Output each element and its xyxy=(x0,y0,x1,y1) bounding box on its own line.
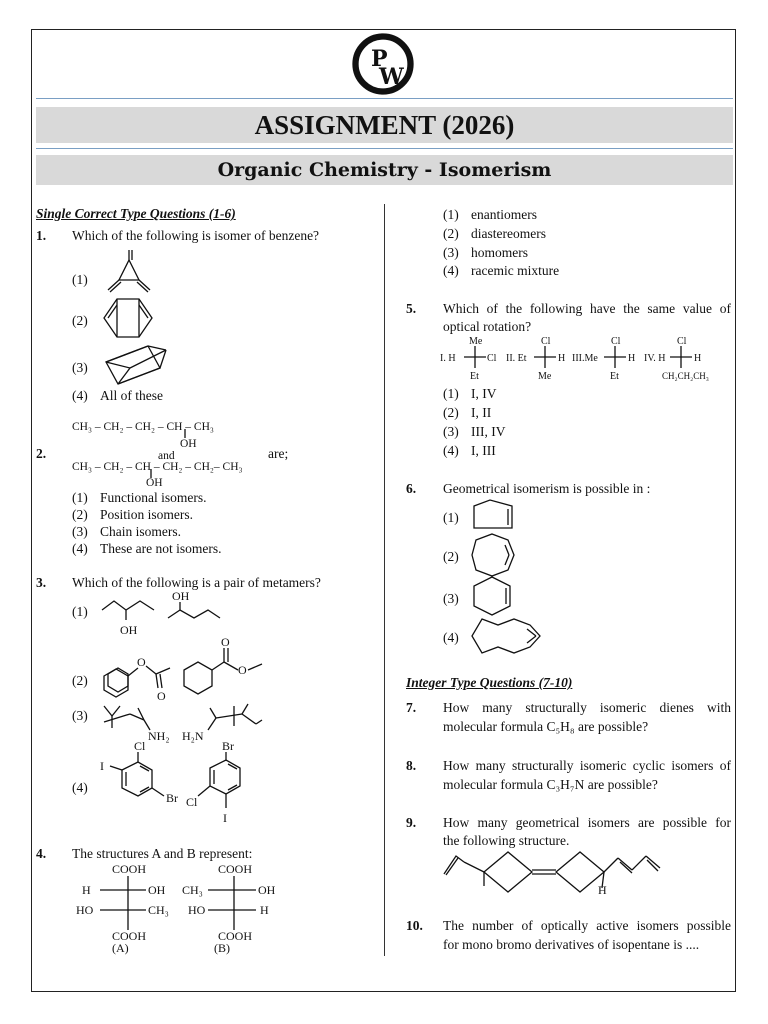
section-heading-single-correct: Single Correct Type Questions (1-6) xyxy=(36,206,236,221)
q3-o-a: O xyxy=(137,655,146,669)
q5-iv-right: H xyxy=(694,353,702,364)
q3-cl-b: Cl xyxy=(186,795,198,809)
q6-option-2-cycloheptene xyxy=(468,531,520,579)
q5-text-line1: Which of the following have the same value of xyxy=(443,301,731,316)
q1-text: Which of the following is isomer of benzene? xyxy=(72,228,320,243)
q3-option-1-structure xyxy=(100,588,230,638)
q6-option-4-cyclodecene xyxy=(468,615,548,657)
q9-number: 9. xyxy=(406,815,417,830)
q3-text: Which of the following is a pair of metamers? xyxy=(72,575,321,590)
q3-option-3-label: (3) xyxy=(72,708,88,723)
q3-o-d: O xyxy=(238,663,247,677)
q9-structure xyxy=(442,848,667,898)
q2-option-4-label: (4) xyxy=(72,541,88,556)
logo-letter-p: P xyxy=(371,46,388,72)
column-divider xyxy=(384,204,385,956)
q4-b-right1: OH xyxy=(258,883,276,897)
q5-iv-label: IV. H xyxy=(644,353,666,364)
q5-iii-label: III.Me xyxy=(572,353,598,364)
q3-option-3-structure xyxy=(100,700,265,745)
q4-a-bottom: COOH xyxy=(112,929,147,943)
q8-line2: molecular formula C₃H₇N are possible? xyxy=(443,777,658,792)
q1-number: 1. xyxy=(36,228,47,243)
q6-option-3-cyclohexene xyxy=(468,574,520,618)
q9-line2: the following structure. xyxy=(443,833,570,848)
q9-line1: How many geometrical isomers are possible for xyxy=(443,815,731,830)
q3-i-b: I xyxy=(223,811,227,825)
q10-number: 10. xyxy=(406,918,423,933)
q4-option-3-text: homomers xyxy=(471,245,528,260)
q4-b-left1: CH₃ xyxy=(182,883,203,897)
page-subtitle: Organic Chemistry - Isomerism xyxy=(36,155,733,185)
q5-ii-label: II. Et xyxy=(506,353,527,364)
q3-option-4-structure xyxy=(96,740,246,830)
q10-line2: for mono bromo derivatives of isopentane is .... xyxy=(443,937,700,952)
q7-line1: How many structurally isomeric dienes with xyxy=(443,700,731,715)
q4-option-2-text: diastereomers xyxy=(471,226,546,241)
q5-option-3-text: III, IV xyxy=(471,424,506,439)
q4-fischer-projections xyxy=(70,860,300,956)
q3-br-a: Br xyxy=(166,791,178,805)
q2-option-3-label: (3) xyxy=(72,524,88,539)
q5-option-2-label: (2) xyxy=(443,405,459,420)
q3-o-b: O xyxy=(157,689,166,703)
q5-number: 5. xyxy=(406,301,417,316)
q3-option-2-label: (2) xyxy=(72,673,88,688)
q5-option-2-text: I, II xyxy=(471,405,492,420)
q5-text-line2: optical rotation? xyxy=(443,319,532,334)
q5-ii-bottom: Me xyxy=(538,371,552,382)
header-rule xyxy=(36,148,733,149)
q5-i-bottom: Et xyxy=(470,371,479,382)
q3-option-4-label: (4) xyxy=(72,780,88,795)
q3-br-b: Br xyxy=(222,739,234,753)
q2-option-4-text: These are not isomers. xyxy=(100,541,222,556)
q4-a-right1: OH xyxy=(148,883,166,897)
q3-oh-b: OH xyxy=(172,589,190,603)
q3-option-1-label: (1) xyxy=(72,604,88,619)
q2-option-1-text: Functional isomers. xyxy=(100,490,207,505)
q5-option-4-label: (4) xyxy=(443,443,459,458)
q4-b-left2: HO xyxy=(188,903,206,917)
q4-text: The structures A and B represent: xyxy=(72,846,253,861)
q5-iii-bottom: Et xyxy=(610,371,619,382)
q1-option-4-label: (4) xyxy=(72,388,88,403)
logo-letter-w: W xyxy=(379,64,404,90)
q2-option-3-text: Chain isomers. xyxy=(100,524,181,539)
q5-option-1-text: I, IV xyxy=(471,386,497,401)
q4-a-left1: H xyxy=(82,883,91,897)
q5-iv-top: Cl xyxy=(677,336,687,347)
q5-i-right: Cl xyxy=(487,353,497,364)
q2-option-2-label: (2) xyxy=(72,507,88,522)
q4-b-top: COOH xyxy=(218,862,253,876)
q6-option-4-label: (4) xyxy=(443,630,459,645)
q5-option-4-text: I, III xyxy=(471,443,496,458)
q1-option-3-label: (3) xyxy=(72,360,88,375)
q2-and: and xyxy=(158,450,175,462)
q5-ii-right: H xyxy=(558,353,566,364)
q2-option-2-text: Position isomers. xyxy=(100,507,194,522)
q4-option-2-label: (2) xyxy=(443,226,459,241)
q2-are: are; xyxy=(268,446,289,461)
q3-h2n: H₂N xyxy=(182,729,204,743)
q5-iii-top: Cl xyxy=(611,336,621,347)
q4-option-1-label: (1) xyxy=(443,207,459,222)
q4-a-right2: CH₃ xyxy=(148,903,169,917)
q3-o-c: O xyxy=(221,635,230,649)
q3-oh-a: OH xyxy=(120,623,138,637)
q5-ii-top: Cl xyxy=(541,336,551,347)
q1-option-1-label: (1) xyxy=(72,272,88,287)
q4-number: 4. xyxy=(36,846,47,861)
q4-option-3-label: (3) xyxy=(443,245,459,260)
q1-option-1-structure xyxy=(100,248,160,298)
q5-option-1-label: (1) xyxy=(443,386,459,401)
q7-line2: molecular formula C₅H₈ are possible? xyxy=(443,719,649,734)
q10-line1: The number of optically active isomers possible xyxy=(443,918,731,933)
q5-structures xyxy=(440,334,735,384)
q3-cl-a: Cl xyxy=(134,739,146,753)
q1-option-2-label: (2) xyxy=(72,313,88,328)
q6-number: 6. xyxy=(406,481,417,496)
page-title: ASSIGNMENT (2026) xyxy=(36,107,733,143)
q2-option-1-label: (1) xyxy=(72,490,88,505)
q4-a-label: (A) xyxy=(112,941,129,955)
q4-b-label: (B) xyxy=(214,941,230,955)
q5-option-3-label: (3) xyxy=(443,424,459,439)
q5-iii-right: H xyxy=(628,353,636,364)
q8-line1: How many structurally isomeric cyclic isomers of xyxy=(443,758,731,773)
q3-number: 3. xyxy=(36,575,47,590)
q5-i-top: Me xyxy=(469,336,483,347)
q1-option-4-text: All of these xyxy=(100,388,163,403)
q4-option-4-text: racemic mixture xyxy=(471,263,560,278)
q6-option-1-cyclopentene xyxy=(466,496,522,534)
q2-oh-1: OH xyxy=(180,438,197,450)
q5-i-label: I. H xyxy=(440,353,456,364)
q4-b-bottom: COOH xyxy=(218,929,253,943)
q7-number: 7. xyxy=(406,700,417,715)
q6-text: Geometrical isomerism is possible in : xyxy=(443,481,651,496)
q3-option-2-structure xyxy=(100,636,270,706)
q4-a-top: COOH xyxy=(112,862,147,876)
q4-a-left2: HO xyxy=(76,903,94,917)
q6-option-1-label: (1) xyxy=(443,510,459,525)
q2-formula-2: CH₃ – CH₂ – CH – CH₂ – CH₂– CH₃ xyxy=(72,461,243,473)
q8-number: 8. xyxy=(406,758,417,773)
q6-option-2-label: (2) xyxy=(443,549,459,564)
q2-number: 2. xyxy=(36,446,47,461)
pw-logo-icon xyxy=(352,33,414,95)
q4-option-1-text: enantiomers xyxy=(471,207,537,222)
q4-b-right2: H xyxy=(260,903,269,917)
q1-option-2-structure xyxy=(100,297,160,342)
q3-i-a: I xyxy=(100,759,104,773)
q5-iv-bottom: CH₂CH₂CH₃ xyxy=(662,371,709,381)
header-rule xyxy=(36,98,733,99)
q2-oh-2: OH xyxy=(146,477,163,489)
section-heading-integer: Integer Type Questions (7-10) xyxy=(406,675,573,690)
q4-option-4-label: (4) xyxy=(443,263,459,278)
q1-option-3-structure xyxy=(100,340,172,388)
q9-h: H xyxy=(598,883,607,897)
q3-nh2: NH₂ xyxy=(148,729,170,743)
q2-formula-1: CH₃ – CH₂ – CH₂ – CH – CH₃ xyxy=(72,421,214,433)
q6-option-3-label: (3) xyxy=(443,591,459,606)
